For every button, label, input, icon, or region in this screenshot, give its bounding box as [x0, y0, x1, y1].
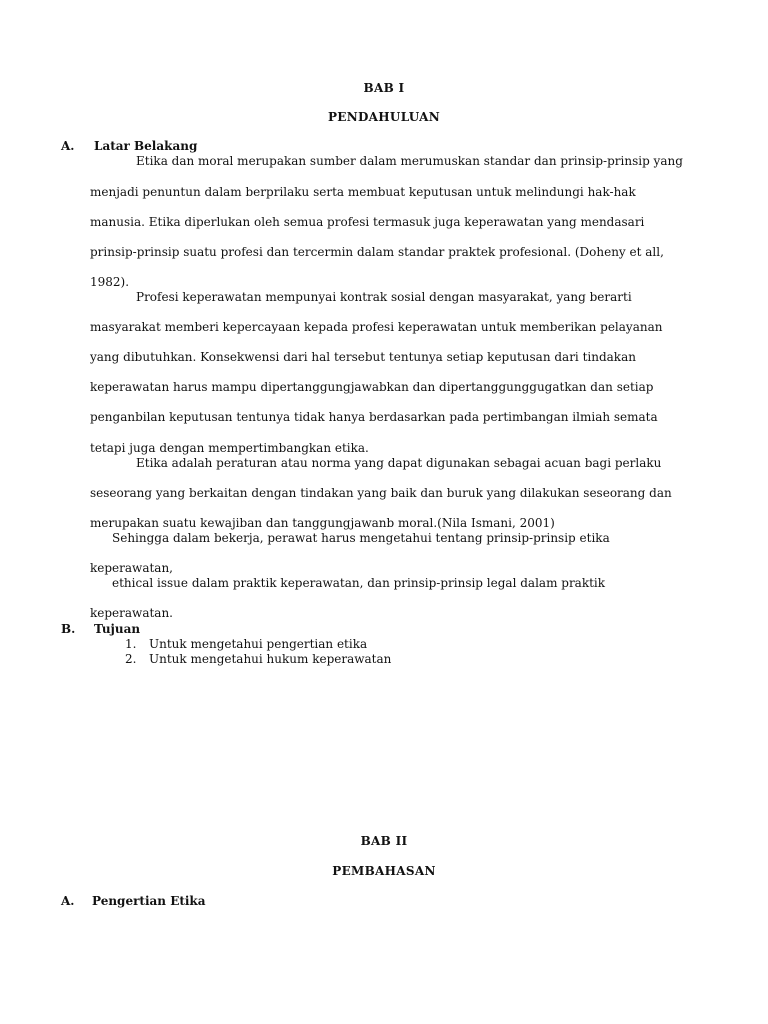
paragraph-line: Sehingga dalam bekerja, perawat harus mengetahui tentang prinsip-prinsip etika [112, 531, 610, 545]
paragraph-line: 1982). [90, 275, 130, 289]
paragraph-line: seseorang yang berkaitan dengan tindakan yang baik dan buruk yang dilakukan seseorang dan [90, 486, 672, 500]
paragraph-1 [90, 185, 677, 200]
paragraph-line: manusia. Etika diperlukan oleh semua profesi termasuk juga keperawatan yang mendasari [90, 215, 645, 229]
paragraph-line: menjadi penuntun dalam berprilaku serta membuat keputusan untuk melindungi hak-hak [90, 185, 636, 199]
section-number: A. [61, 139, 75, 153]
section-number: A. [61, 894, 75, 908]
paragraph-line: keperawatan, [90, 561, 173, 575]
paragraph-line: keperawatan. [90, 606, 173, 620]
paragraph-line: tetapi juga dengan mempertimbangkan etika. [90, 441, 369, 455]
paragraph-line: Etika dan moral merupakan sumber dalam merumuskan standar dan prinsip-prinsip yang [136, 154, 683, 168]
section-title: Tujuan [94, 622, 141, 636]
paragraph-line: ethical issue dalam praktik keperawatan, dan prinsip-prinsip legal dalam praktik [112, 576, 606, 590]
paragraph-line: Etika adalah peraturan atau norma yang dapat digunakan sebagai acuan bagi perlaku [136, 456, 662, 470]
section-title: Latar Belakang [94, 139, 198, 153]
paragraph-line: Profesi keperawatan mempunyai kontrak sosial dengan masyarakat, yang berarti [136, 290, 632, 304]
paragraph-line: masyarakat memberi kepercayaan kepada profesi keperawatan untuk memberikan pelayanan [90, 320, 663, 334]
list-text: Untuk mengetahui hukum keperawatan [149, 652, 392, 666]
chapter-title: BAB I [363, 81, 405, 95]
list-number: 2. [125, 652, 137, 666]
list-text: Untuk mengetahui pengertian etika [149, 637, 368, 651]
paragraph-line: merupakan suatu kewajiban dan tanggungjawanb moral.(Nila Ismani, 2001) [90, 516, 555, 530]
chapter-subtitle: PEMBAHASAN [332, 864, 436, 878]
section-number: B. [61, 622, 76, 636]
chapter-subtitle: PENDAHULUAN [327, 110, 441, 124]
paragraph-line: keperawatan harus mampu dipertanggungjawabkan dan dipertanggunggugatkan dan setiap [90, 380, 654, 394]
paragraph-line: prinsip-prinsip suatu profesi dan tercermin dalam standar praktek profesional. (Doheny et all, [90, 245, 664, 259]
paragraph-line: yang dibutuhkan. Konsekwensi dari hal tersebut tentunya setiap keputusan dari tindakan [90, 350, 636, 364]
list-number: 1. [125, 637, 137, 651]
paragraph-line: penganbilan keputusan tentunya tidak hanya berdasarkan pada pertimbangan ilmiah semata [90, 410, 658, 424]
section-title: Pengertian Etika [92, 894, 206, 908]
chapter-title: BAB II [360, 834, 408, 848]
justified-line [90, 185, 677, 200]
